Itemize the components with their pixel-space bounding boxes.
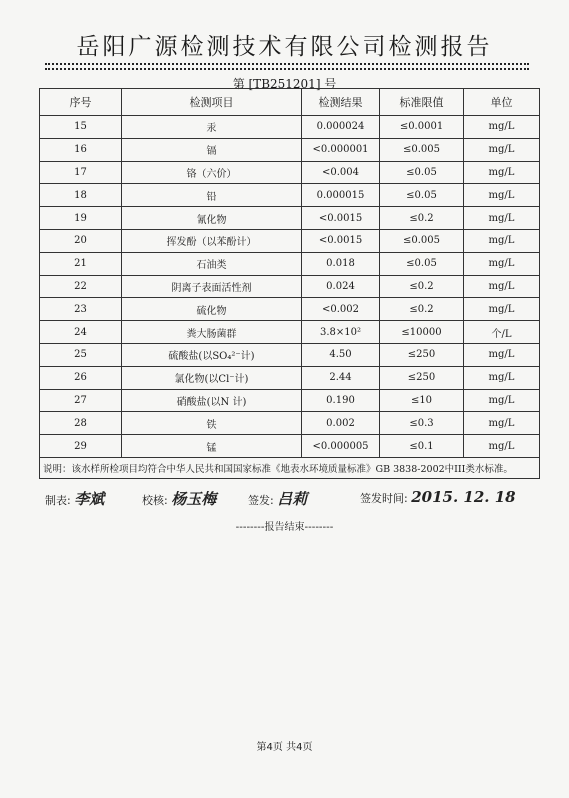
test-item: 镉 bbox=[122, 138, 302, 161]
standard-limit: ≤0.1 bbox=[380, 435, 464, 458]
standard-limit: ≤0.05 bbox=[380, 252, 464, 275]
standard-limit: ≤0.005 bbox=[380, 229, 464, 252]
test-result: <0.000005 bbox=[302, 435, 380, 458]
test-item: 硝酸盐(以N 计) bbox=[122, 389, 302, 412]
test-result: 0.000024 bbox=[302, 116, 380, 139]
standard-limit: ≤0.005 bbox=[380, 138, 464, 161]
standard-limit: ≤10000 bbox=[380, 321, 464, 344]
test-item: 铬（六价） bbox=[122, 161, 302, 184]
row-number: 19 bbox=[40, 207, 122, 230]
row-number: 29 bbox=[40, 435, 122, 458]
unit: mg/L bbox=[464, 435, 540, 458]
test-result: 0.002 bbox=[302, 412, 380, 435]
unit: mg/L bbox=[464, 389, 540, 412]
col-header-unit: 单位 bbox=[464, 89, 540, 116]
unit: mg/L bbox=[464, 229, 540, 252]
standard-limit: ≤0.05 bbox=[380, 161, 464, 184]
unit: mg/L bbox=[464, 184, 540, 207]
unit: mg/L bbox=[464, 298, 540, 321]
test-item: 汞 bbox=[122, 116, 302, 139]
standard-limit: ≤0.2 bbox=[380, 207, 464, 230]
standard-limit: ≤0.05 bbox=[380, 184, 464, 207]
approved-by bbox=[248, 488, 307, 509]
test-result: <0.004 bbox=[302, 161, 380, 184]
reviewed-label: 校核: bbox=[142, 494, 168, 507]
test-result: <0.002 bbox=[302, 298, 380, 321]
col-header-no: 序号 bbox=[40, 89, 122, 116]
test-result: <0.0015 bbox=[302, 207, 380, 230]
row-number: 23 bbox=[40, 298, 122, 321]
standard-limit: ≤250 bbox=[380, 343, 464, 366]
unit: 个/L bbox=[464, 321, 540, 344]
reviewed-signature: 杨玉梅 bbox=[171, 490, 217, 508]
test-result: 0.018 bbox=[302, 252, 380, 275]
test-item: 阴离子表面活性剂 bbox=[122, 275, 302, 298]
header-divider-bottom bbox=[45, 68, 529, 70]
prepared-label: 制表: bbox=[45, 494, 71, 507]
table-row bbox=[40, 321, 540, 344]
table-row bbox=[40, 229, 540, 252]
unit: mg/L bbox=[464, 207, 540, 230]
table-row bbox=[40, 252, 540, 275]
test-item: 铁 bbox=[122, 412, 302, 435]
row-number: 25 bbox=[40, 343, 122, 366]
unit: mg/L bbox=[464, 412, 540, 435]
test-item: 氰化物 bbox=[122, 207, 302, 230]
row-number: 22 bbox=[40, 275, 122, 298]
table-row bbox=[40, 184, 540, 207]
test-result: 0.024 bbox=[302, 275, 380, 298]
unit: mg/L bbox=[464, 366, 540, 389]
test-item: 氯化物(以Cl⁻计) bbox=[122, 366, 302, 389]
approved-signature: 吕莉 bbox=[277, 490, 308, 508]
table-row bbox=[40, 298, 540, 321]
test-item: 锰 bbox=[122, 435, 302, 458]
table-note: 说明：该水样所检项目均符合中华人民共和国国家标准《地表水环境质量标准》GB 3838-2002中III类水标准。 bbox=[40, 457, 540, 478]
unit: mg/L bbox=[464, 343, 540, 366]
table-row bbox=[40, 138, 540, 161]
prepared-signature: 李斌 bbox=[74, 490, 105, 508]
row-number: 20 bbox=[40, 229, 122, 252]
row-number: 26 bbox=[40, 366, 122, 389]
test-item: 硫化物 bbox=[122, 298, 302, 321]
test-result: <0.000001 bbox=[302, 138, 380, 161]
report-number: 第 [TB251201] 号 bbox=[232, 77, 337, 91]
test-item: 石油类 bbox=[122, 252, 302, 275]
standard-limit: ≤0.0001 bbox=[380, 116, 464, 139]
row-number: 18 bbox=[40, 184, 122, 207]
test-result: 0.000015 bbox=[302, 184, 380, 207]
unit: mg/L bbox=[464, 138, 540, 161]
col-header-limit: 标准限值 bbox=[380, 89, 464, 116]
table-row bbox=[40, 412, 540, 435]
test-result: 0.190 bbox=[302, 389, 380, 412]
test-result: 3.8×10² bbox=[302, 321, 380, 344]
table-header-row bbox=[40, 89, 540, 116]
row-number: 16 bbox=[40, 138, 122, 161]
table-row bbox=[40, 275, 540, 298]
results-table bbox=[39, 88, 540, 479]
prepared-by bbox=[45, 488, 104, 509]
row-number: 17 bbox=[40, 161, 122, 184]
date-handwritten: 2015. 12. 18 bbox=[411, 488, 516, 506]
row-number: 21 bbox=[40, 252, 122, 275]
test-item: 铅 bbox=[122, 184, 302, 207]
table-row bbox=[40, 161, 540, 184]
unit: mg/L bbox=[464, 116, 540, 139]
standard-limit: ≤250 bbox=[380, 366, 464, 389]
row-number: 24 bbox=[40, 321, 122, 344]
unit: mg/L bbox=[464, 252, 540, 275]
date-label: 签发时间: bbox=[360, 492, 408, 505]
test-item: 挥发酚（以苯酚计） bbox=[122, 229, 302, 252]
approved-label: 签发: bbox=[248, 494, 274, 507]
table-body bbox=[40, 116, 540, 458]
test-item: 粪大肠菌群 bbox=[122, 321, 302, 344]
page-number: 第4页 共4页 bbox=[256, 742, 313, 753]
table-row bbox=[40, 343, 540, 366]
standard-limit: ≤10 bbox=[380, 389, 464, 412]
table-row bbox=[40, 116, 540, 139]
table-row bbox=[40, 435, 540, 458]
table-row bbox=[40, 366, 540, 389]
approval-date bbox=[360, 488, 516, 506]
test-result: 4.50 bbox=[302, 343, 380, 366]
row-number: 28 bbox=[40, 412, 122, 435]
report-end-marker: --------报告结束-------- bbox=[235, 522, 334, 533]
col-header-item: 检测项目 bbox=[122, 89, 302, 116]
standard-limit: ≤0.2 bbox=[380, 275, 464, 298]
test-item: 硫酸盐(以SO₄²⁻计) bbox=[122, 343, 302, 366]
row-number: 27 bbox=[40, 389, 122, 412]
table-row bbox=[40, 389, 540, 412]
test-result: <0.0015 bbox=[302, 229, 380, 252]
unit: mg/L bbox=[464, 161, 540, 184]
row-number: 15 bbox=[40, 116, 122, 139]
unit: mg/L bbox=[464, 275, 540, 298]
standard-limit: ≤0.2 bbox=[380, 298, 464, 321]
col-header-result: 检测结果 bbox=[302, 89, 380, 116]
header-divider-top bbox=[45, 63, 529, 65]
reviewed-by bbox=[142, 488, 216, 509]
standard-limit: ≤0.3 bbox=[380, 412, 464, 435]
note-row bbox=[40, 457, 540, 478]
test-result: 2.44 bbox=[302, 366, 380, 389]
table-row bbox=[40, 207, 540, 230]
report-title: 岳阳广源检测技术有限公司检测报告 bbox=[76, 34, 493, 60]
